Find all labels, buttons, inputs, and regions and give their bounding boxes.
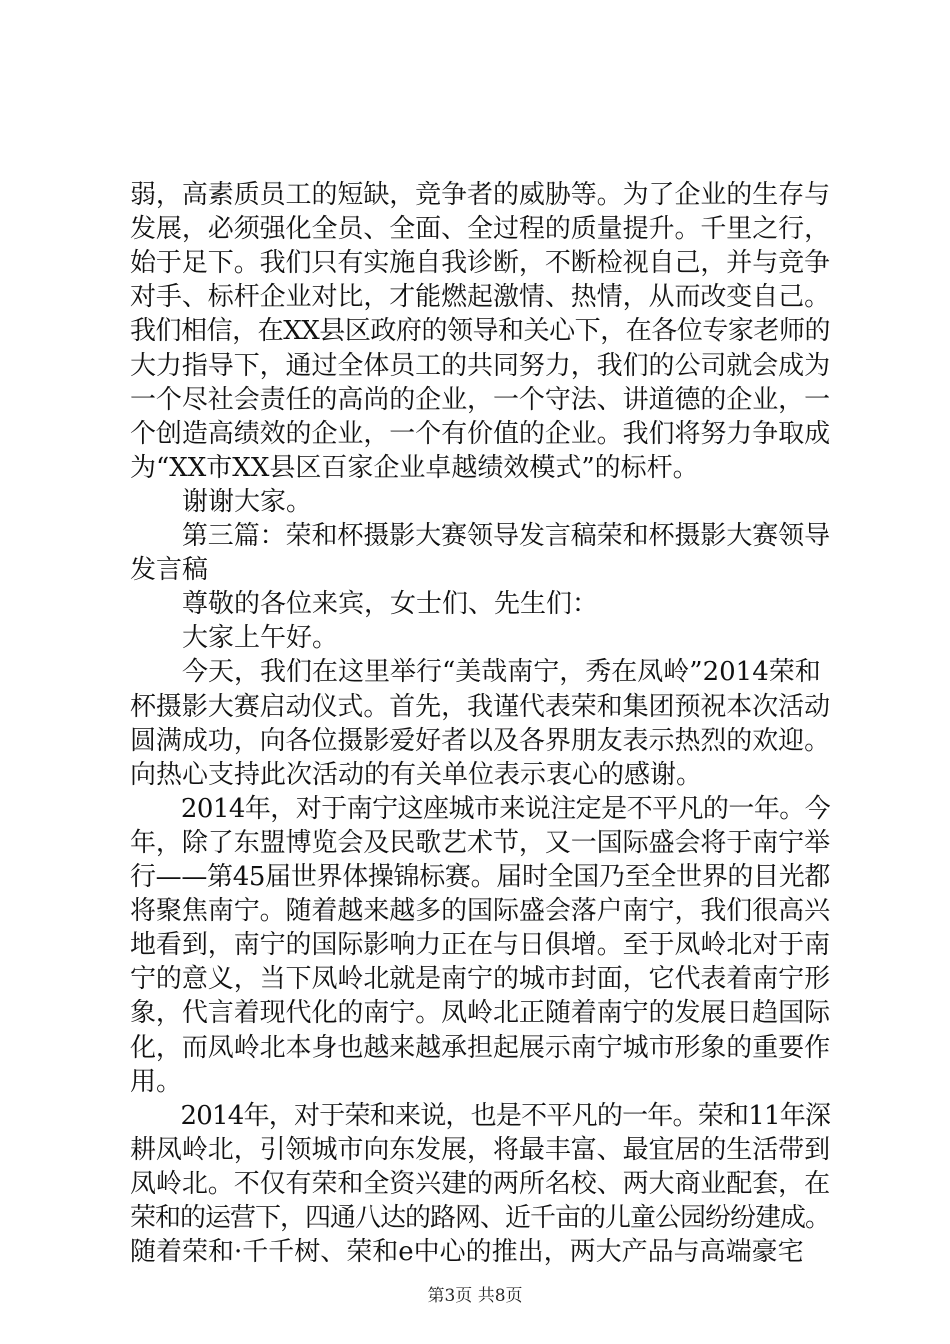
body-text-line: 地看到，南宁的国际影响力正在与日俱增。至于凤岭北对于南 — [130, 930, 830, 960]
body-text-line: 发展，必须强化全员、全面、全过程的质量提升。千里之行， — [130, 214, 830, 244]
page-footer: 第3页 共8页 — [427, 1286, 523, 1306]
body-text-line: 2014年，对于荣和来说，也是不平凡的一年。荣和11年深 — [130, 1101, 830, 1131]
body-text-line: 谢谢大家。 — [130, 487, 313, 517]
body-text-line: 2014年，对于南宁这座城市来说注定是不平凡的一年。今 — [130, 794, 830, 824]
body-text-line: 随着荣和·千千树、荣和e中心的推出，两大产品与高端豪宅 — [130, 1237, 804, 1267]
body-text-line: 圆满成功，向各位摄影爱好者以及各界朋友表示热烈的欢迎。 — [130, 726, 830, 756]
section-heading-line: 第三篇：荣和杯摄影大赛领导发言稿荣和杯摄影大赛领导 — [130, 521, 830, 551]
body-text-line: 始于足下。我们只有实施自我诊断，不断检视自己，并与竞争 — [130, 248, 830, 278]
body-text-line: 我们相信，在XX县区政府的领导和关心下，在各位专家老师的 — [130, 316, 830, 346]
body-text-line: 大力指导下，通过全体员工的共同努力，我们的公司就会成为 — [130, 351, 830, 381]
body-text-line: 一个尽社会责任的高尚的企业，一个守法、讲道德的企业，一 — [130, 385, 830, 415]
body-text-line: 弱，高素质员工的短缺，竞争者的威胁等。为了企业的生存与 — [130, 180, 830, 210]
body-text-line: 化，而凤岭北本身也越来越承担起展示南宁城市形象的重要作 — [130, 1033, 830, 1063]
body-text-line: 个创造高绩效的企业，一个有价值的企业。我们将努力争取成 — [130, 419, 830, 449]
body-text-line: 大家上午好。 — [130, 623, 339, 653]
body-text-line: 行——第45届世界体操锦标赛。届时全国乃至全世界的目光都 — [130, 862, 830, 892]
body-text-line: 耕凤岭北，引领城市向东发展，将最丰富、最宜居的生活带到 — [130, 1135, 830, 1165]
section-heading-line: 发言稿 — [130, 555, 209, 585]
body-text-line: 将聚焦南宁。随着越来越多的国际盛会落户南宁，我们很高兴 — [130, 896, 830, 926]
body-text-line: 象，代言着现代化的南宁。凤岭北正随着南宁的发展日趋国际 — [130, 998, 830, 1028]
body-text-line: 向热心支持此次活动的有关单位表示衷心的感谢。 — [130, 760, 703, 790]
body-text-line: 为“XX市XX县区百家企业卓越绩效模式”的标杆。 — [130, 453, 699, 483]
body-text-line: 宁的意义，当下凤岭北就是南宁的城市封面，它代表着南宁形 — [130, 964, 830, 994]
body-text-line: 尊敬的各位来宾，女士们、先生们： — [130, 589, 599, 619]
body-text-line: 今天，我们在这里举行“美哉南宁，秀在凤岭”2014荣和 — [130, 657, 821, 687]
body-text-line: 对手、标杆企业对比，才能燃起激情、热情，从而改变自己。 — [130, 282, 830, 312]
body-text-line: 年，除了东盟博览会及民歌艺术节，又一国际盛会将于南宁举 — [130, 828, 830, 858]
body-text-line: 荣和的运营下，四通八达的路网、近千亩的儿童公园纷纷建成。 — [130, 1203, 830, 1233]
body-text-line: 凤岭北。不仅有荣和全资兴建的两所名校、两大商业配套，在 — [130, 1169, 830, 1199]
body-text-line: 杯摄影大赛启动仪式。首先，我谨代表荣和集团预祝本次活动 — [130, 692, 830, 722]
body-text-line: 用。 — [130, 1067, 183, 1097]
